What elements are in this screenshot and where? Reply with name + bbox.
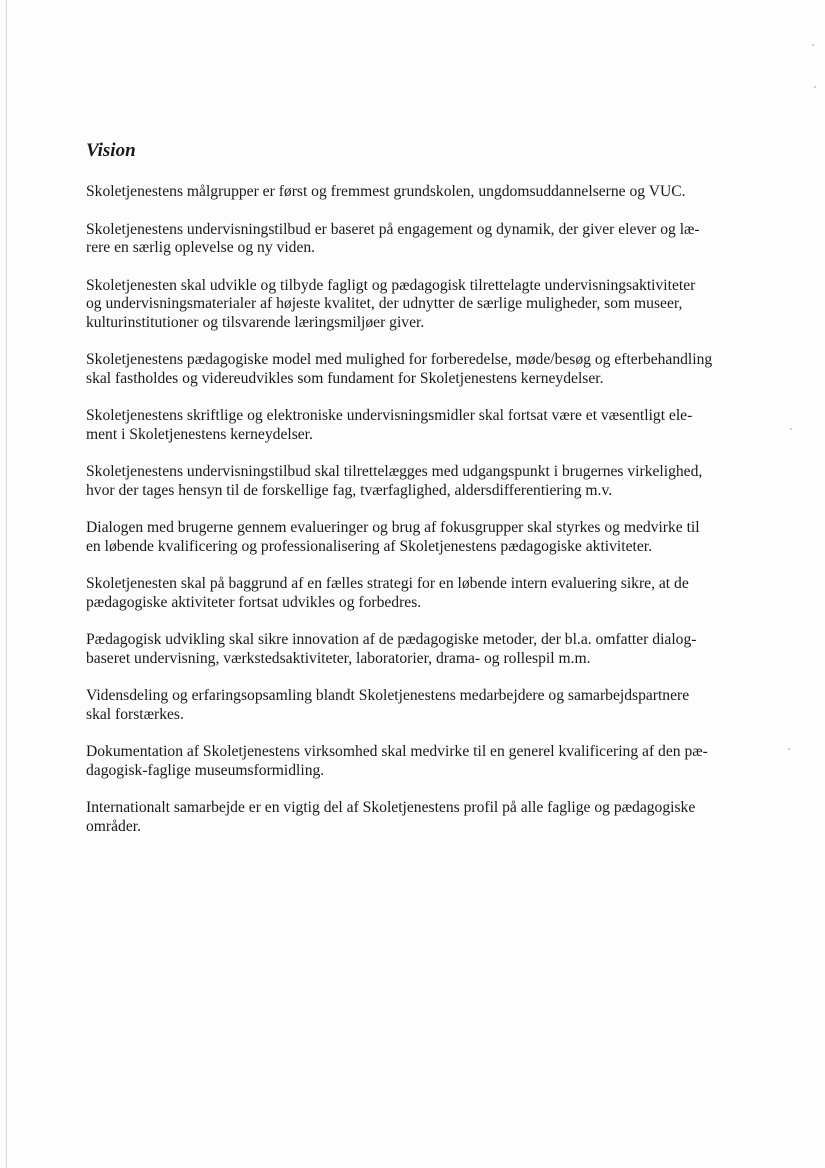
scan-speck <box>814 86 816 88</box>
paragraph: Pædagogisk udvikling skal sikre innovation af de pædagogiske metoder, der bl.a. omfatter dialog- baseret undervisning, værkstedsaktiviteter, laboratorier, drama- og rollespil m.m. <box>86 631 697 667</box>
paragraph: Internationalt samarbejde er en vigtig del af Skoletjenestens profil på alle faglige og pædagogiske områder. <box>86 799 696 835</box>
paragraph: Skoletjenesten skal på baggrund af en fælles strategi for en løbende intern evaluering sikre, at de pædagogiske aktiviteter fortsat udvikles og forbedres. <box>86 575 689 611</box>
scan-speck <box>790 428 792 430</box>
paragraph: Dialogen med brugerne gennem evalueringer og brug af fokusgrupper skal styrkes og medvirke til en løbende kvalificering og professionalisering af Skoletjenestens pædagogiske aktiviteter. <box>86 519 700 555</box>
document-body <box>86 140 776 855</box>
paragraph: Skoletjenesten skal udvikle og tilbyde fagligt og pædagogisk tilrettelagte undervisningsaktiviteter og undervisningsmaterialer af højeste kvalitet, der udnytter de særlige muligheder, som museer, kulturinstitutioner og tilsvarende læringsmiljøer giver. <box>86 276 696 331</box>
scan-speck <box>812 44 814 46</box>
paragraph: Skoletjenestens undervisningstilbud er baseret på engagement og dynamik, der giver elever og læ- rere en særlig oplevelse og ny viden. <box>86 220 700 256</box>
paragraph: Dokumentation af Skoletjenestens virksomhed skal medvirke til en generel kvalificering af den pæ- dagogisk-faglige museumsformidling. <box>86 743 708 779</box>
paragraph: Skoletjenestens pædagogiske model med mulighed for forberedelse, møde/besøg og efterbehandling skal fastholdes og videreudvikles som fundament for Skoletjenestens kerneydelser. <box>86 351 713 387</box>
scan-speck <box>788 748 790 750</box>
paragraph: Vidensdeling og erfaringsopsamling blandt Skoletjenestens medarbejdere og samarbejdspartnere skal forstærkes. <box>86 687 690 723</box>
paragraph: Skoletjenestens undervisningstilbud skal tilrettelægges med udgangspunkt i brugernes virkelighed, hvor der tages hensyn til de forskellige fag, tværfaglighed, aldersdifferentiering m.v. <box>86 463 703 499</box>
paragraph: Skoletjenestens målgrupper er først og fremmest grundskolen, ungdomsuddannelserne og VUC. <box>86 183 686 200</box>
section-heading: Vision <box>86 140 136 161</box>
scan-edge <box>6 0 7 1168</box>
paragraph: Skoletjenestens skriftlige og elektroniske undervisningsmidler skal fortsat være et væsentligt ele- ment i Skoletjenestens kerneydelser. <box>86 407 693 443</box>
